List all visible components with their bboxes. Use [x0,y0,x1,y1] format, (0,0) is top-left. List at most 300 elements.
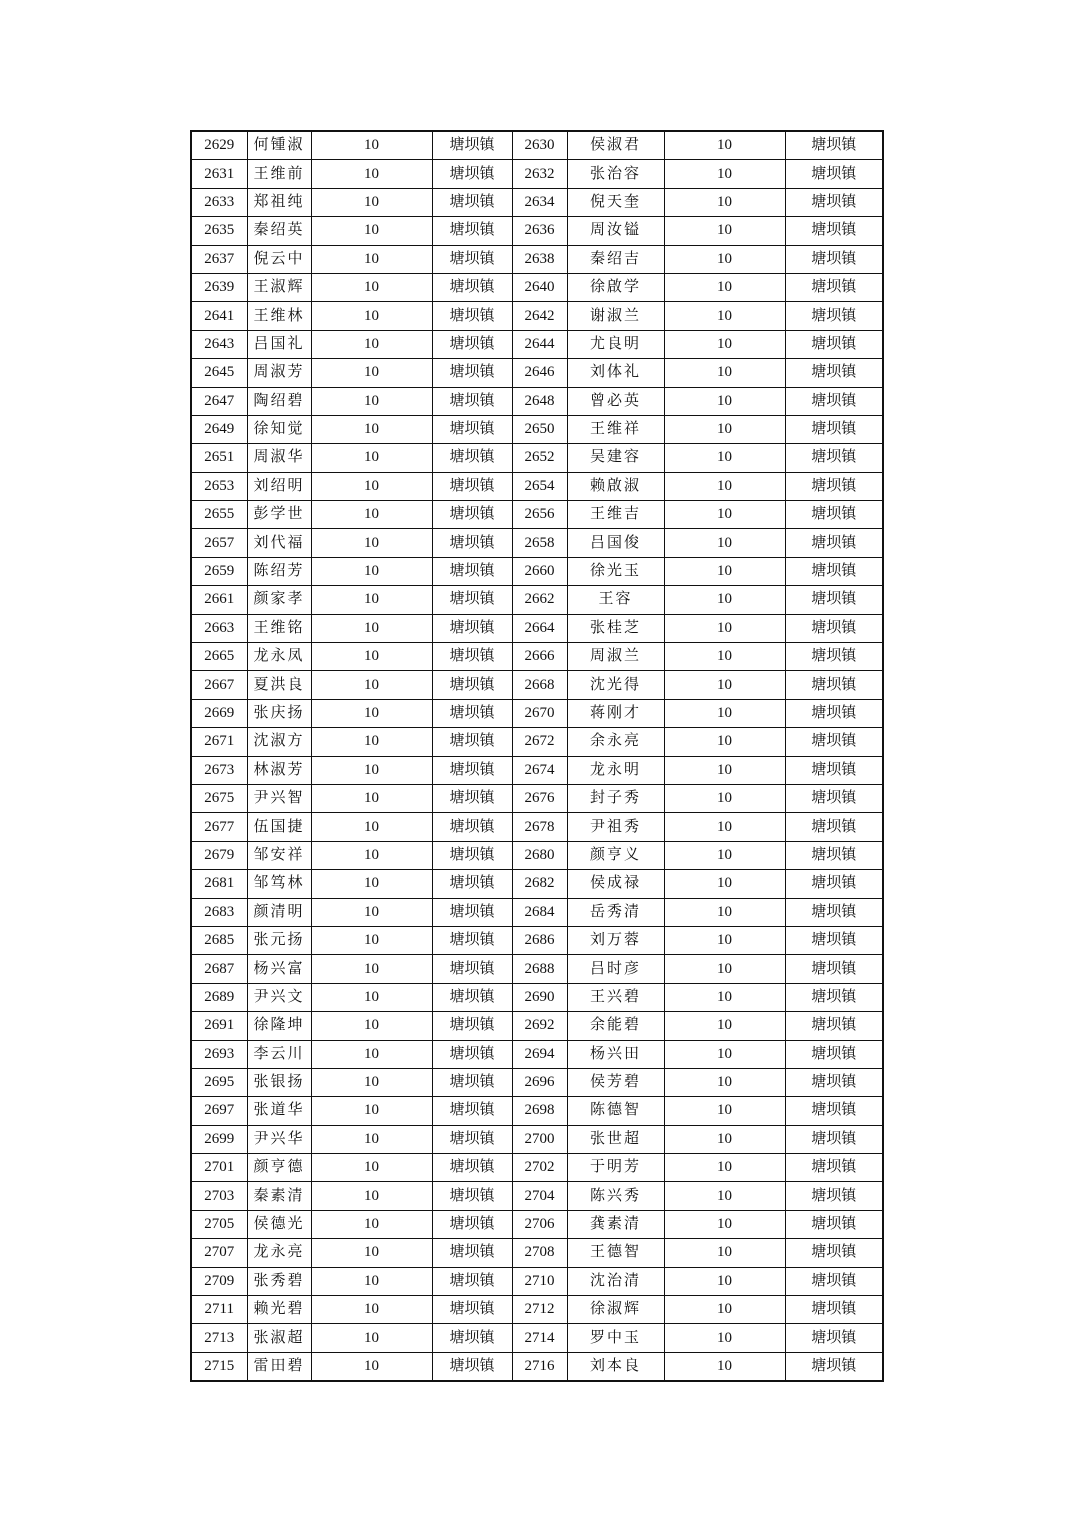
left-town-cell: 塘坝镇 [432,1324,512,1352]
right-name-cell: 刘本良 [567,1352,664,1381]
left-amount-cell: 10 [311,217,432,245]
left-name-cell: 张淑超 [247,1324,311,1352]
right-town-cell: 塘坝镇 [785,756,883,784]
left-id-cell: 2667 [191,671,247,699]
left-town-cell: 塘坝镇 [432,1352,512,1381]
left-name-cell: 王维前 [247,160,311,188]
right-amount-cell: 10 [664,1040,785,1068]
right-town-cell: 塘坝镇 [785,841,883,869]
left-amount-cell: 10 [311,1352,432,1381]
left-amount-cell: 10 [311,728,432,756]
right-town-cell: 塘坝镇 [785,1210,883,1238]
right-amount-cell: 10 [664,529,785,557]
left-amount-cell: 10 [311,1296,432,1324]
left-id-cell: 2711 [191,1296,247,1324]
left-name-cell: 颜亨德 [247,1154,311,1182]
left-amount-cell: 10 [311,870,432,898]
left-amount-cell: 10 [311,444,432,472]
table-row [191,870,883,898]
left-name-cell: 尹兴智 [247,784,311,812]
left-id-cell: 2681 [191,870,247,898]
right-town-cell: 塘坝镇 [785,926,883,954]
left-name-cell: 秦素清 [247,1182,311,1210]
right-amount-cell: 10 [664,1352,785,1381]
left-town-cell: 塘坝镇 [432,813,512,841]
table-row [191,1097,883,1125]
right-id-cell: 2686 [512,926,567,954]
right-amount-cell: 10 [664,160,785,188]
left-id-cell: 2715 [191,1352,247,1381]
left-name-cell: 周淑芳 [247,359,311,387]
right-town-cell: 塘坝镇 [785,1154,883,1182]
left-id-cell: 2709 [191,1267,247,1295]
right-amount-cell: 10 [664,217,785,245]
left-town-cell: 塘坝镇 [432,870,512,898]
right-town-cell: 塘坝镇 [785,955,883,983]
left-name-cell: 彭学世 [247,501,311,529]
table-row [191,643,883,671]
right-name-cell: 刘体礼 [567,359,664,387]
right-amount-cell: 10 [664,870,785,898]
left-name-cell: 刘绍明 [247,472,311,500]
left-id-cell: 2659 [191,557,247,585]
table-row [191,1239,883,1267]
right-amount-cell: 10 [664,586,785,614]
right-town-cell: 塘坝镇 [785,1296,883,1324]
right-id-cell: 2670 [512,699,567,727]
right-amount-cell: 10 [664,1097,785,1125]
right-id-cell: 2682 [512,870,567,898]
table-row [191,472,883,500]
left-town-cell: 塘坝镇 [432,1125,512,1153]
right-amount-cell: 10 [664,756,785,784]
left-amount-cell: 10 [311,955,432,983]
right-town-cell: 塘坝镇 [785,728,883,756]
left-amount-cell: 10 [311,160,432,188]
right-name-cell: 秦绍吉 [567,245,664,273]
right-id-cell: 2710 [512,1267,567,1295]
table-row [191,671,883,699]
left-id-cell: 2631 [191,160,247,188]
right-amount-cell: 10 [664,784,785,812]
left-town-cell: 塘坝镇 [432,643,512,671]
left-id-cell: 2699 [191,1125,247,1153]
left-name-cell: 赖光碧 [247,1296,311,1324]
left-town-cell: 塘坝镇 [432,1210,512,1238]
left-amount-cell: 10 [311,472,432,500]
left-name-cell: 倪云中 [247,245,311,273]
table-row [191,1154,883,1182]
left-id-cell: 2675 [191,784,247,812]
right-id-cell: 2716 [512,1352,567,1381]
left-id-cell: 2655 [191,501,247,529]
left-id-cell: 2713 [191,1324,247,1352]
right-amount-cell: 10 [664,472,785,500]
left-name-cell: 侯德光 [247,1210,311,1238]
right-id-cell: 2668 [512,671,567,699]
left-id-cell: 2677 [191,813,247,841]
right-amount-cell: 10 [664,188,785,216]
table-row [191,302,883,330]
right-town-cell: 塘坝镇 [785,898,883,926]
left-amount-cell: 10 [311,1040,432,1068]
table-row [191,217,883,245]
table-row [191,273,883,301]
right-id-cell: 2674 [512,756,567,784]
left-town-cell: 塘坝镇 [432,472,512,500]
left-id-cell: 2695 [191,1068,247,1096]
right-town-cell: 塘坝镇 [785,302,883,330]
right-id-cell: 2702 [512,1154,567,1182]
left-name-cell: 伍国捷 [247,813,311,841]
right-name-cell: 吴建容 [567,444,664,472]
table-row [191,359,883,387]
roster-table [190,130,884,1382]
left-amount-cell: 10 [311,671,432,699]
left-town-cell: 塘坝镇 [432,1097,512,1125]
right-name-cell: 陈德智 [567,1097,664,1125]
right-id-cell: 2684 [512,898,567,926]
right-id-cell: 2658 [512,529,567,557]
right-name-cell: 王维祥 [567,415,664,443]
right-id-cell: 2636 [512,217,567,245]
left-amount-cell: 10 [311,1012,432,1040]
right-name-cell: 赖啟淑 [567,472,664,500]
right-amount-cell: 10 [664,501,785,529]
left-amount-cell: 10 [311,501,432,529]
left-id-cell: 2639 [191,273,247,301]
left-name-cell: 刘代福 [247,529,311,557]
right-amount-cell: 10 [664,273,785,301]
right-name-cell: 张桂芝 [567,614,664,642]
table-row [191,245,883,273]
table-row [191,1210,883,1238]
left-name-cell: 夏洪良 [247,671,311,699]
left-town-cell: 塘坝镇 [432,955,512,983]
right-id-cell: 2688 [512,955,567,983]
right-name-cell: 倪天奎 [567,188,664,216]
right-id-cell: 2704 [512,1182,567,1210]
left-id-cell: 2637 [191,245,247,273]
right-amount-cell: 10 [664,245,785,273]
right-town-cell: 塘坝镇 [785,1267,883,1295]
left-id-cell: 2683 [191,898,247,926]
right-name-cell: 徐光玉 [567,557,664,585]
right-amount-cell: 10 [664,1210,785,1238]
left-id-cell: 2701 [191,1154,247,1182]
left-town-cell: 塘坝镇 [432,983,512,1011]
right-id-cell: 2650 [512,415,567,443]
right-id-cell: 2644 [512,330,567,358]
left-name-cell: 张庆扬 [247,699,311,727]
right-name-cell: 于明芳 [567,1154,664,1182]
right-amount-cell: 10 [664,728,785,756]
left-id-cell: 2707 [191,1239,247,1267]
table-row [191,1068,883,1096]
left-name-cell: 王维铭 [247,614,311,642]
right-amount-cell: 10 [664,841,785,869]
left-id-cell: 2663 [191,614,247,642]
left-town-cell: 塘坝镇 [432,1267,512,1295]
left-amount-cell: 10 [311,415,432,443]
right-town-cell: 塘坝镇 [785,671,883,699]
right-amount-cell: 10 [664,444,785,472]
right-name-cell: 谢淑兰 [567,302,664,330]
right-name-cell: 徐啟学 [567,273,664,301]
left-name-cell: 雷田碧 [247,1352,311,1381]
table-row [191,131,883,160]
left-town-cell: 塘坝镇 [432,131,512,160]
right-amount-cell: 10 [664,557,785,585]
left-name-cell: 张道华 [247,1097,311,1125]
right-id-cell: 2698 [512,1097,567,1125]
left-town-cell: 塘坝镇 [432,160,512,188]
right-name-cell: 侯淑君 [567,131,664,160]
left-name-cell: 林淑芳 [247,756,311,784]
right-amount-cell: 10 [664,387,785,415]
right-town-cell: 塘坝镇 [785,784,883,812]
left-id-cell: 2697 [191,1097,247,1125]
left-town-cell: 塘坝镇 [432,444,512,472]
right-id-cell: 2630 [512,131,567,160]
left-amount-cell: 10 [311,330,432,358]
left-name-cell: 杨兴富 [247,955,311,983]
left-amount-cell: 10 [311,359,432,387]
left-amount-cell: 10 [311,1210,432,1238]
table-row [191,784,883,812]
roster-table-body [191,131,883,1381]
left-amount-cell: 10 [311,1125,432,1153]
table-row [191,983,883,1011]
left-name-cell: 沈淑方 [247,728,311,756]
right-amount-cell: 10 [664,1239,785,1267]
left-id-cell: 2651 [191,444,247,472]
right-id-cell: 2690 [512,983,567,1011]
left-name-cell: 尹兴文 [247,983,311,1011]
left-id-cell: 2693 [191,1040,247,1068]
right-town-cell: 塘坝镇 [785,472,883,500]
right-id-cell: 2646 [512,359,567,387]
table-row [191,756,883,784]
left-town-cell: 塘坝镇 [432,529,512,557]
left-name-cell: 陶绍碧 [247,387,311,415]
roster-document [190,130,882,1382]
left-amount-cell: 10 [311,1154,432,1182]
table-row [191,1296,883,1324]
left-town-cell: 塘坝镇 [432,671,512,699]
right-name-cell: 王德智 [567,1239,664,1267]
left-id-cell: 2705 [191,1210,247,1238]
left-name-cell: 郑祖纯 [247,188,311,216]
table-row [191,1182,883,1210]
right-amount-cell: 10 [664,415,785,443]
right-id-cell: 2666 [512,643,567,671]
right-town-cell: 塘坝镇 [785,1239,883,1267]
right-name-cell: 尹祖秀 [567,813,664,841]
left-name-cell: 徐知觉 [247,415,311,443]
left-town-cell: 塘坝镇 [432,756,512,784]
right-name-cell: 王兴碧 [567,983,664,1011]
right-name-cell: 封子秀 [567,784,664,812]
right-amount-cell: 10 [664,813,785,841]
left-amount-cell: 10 [311,557,432,585]
left-amount-cell: 10 [311,1097,432,1125]
left-amount-cell: 10 [311,131,432,160]
right-amount-cell: 10 [664,699,785,727]
right-id-cell: 2700 [512,1125,567,1153]
right-name-cell: 龙永明 [567,756,664,784]
right-town-cell: 塘坝镇 [785,330,883,358]
table-row [191,955,883,983]
left-town-cell: 塘坝镇 [432,841,512,869]
table-row [191,1267,883,1295]
left-id-cell: 2689 [191,983,247,1011]
left-name-cell: 何锺淑 [247,131,311,160]
left-town-cell: 塘坝镇 [432,784,512,812]
left-name-cell: 尹兴华 [247,1125,311,1153]
left-name-cell: 龙永亮 [247,1239,311,1267]
right-name-cell: 侯成禄 [567,870,664,898]
table-row [191,415,883,443]
left-amount-cell: 10 [311,784,432,812]
right-town-cell: 塘坝镇 [785,586,883,614]
right-town-cell: 塘坝镇 [785,1040,883,1068]
right-amount-cell: 10 [664,1068,785,1096]
left-amount-cell: 10 [311,245,432,273]
right-name-cell: 王容 [567,586,664,614]
left-id-cell: 2665 [191,643,247,671]
right-amount-cell: 10 [664,1012,785,1040]
right-name-cell: 张世超 [567,1125,664,1153]
left-amount-cell: 10 [311,586,432,614]
left-town-cell: 塘坝镇 [432,728,512,756]
table-row [191,444,883,472]
left-town-cell: 塘坝镇 [432,245,512,273]
left-id-cell: 2691 [191,1012,247,1040]
left-id-cell: 2643 [191,330,247,358]
left-amount-cell: 10 [311,273,432,301]
left-amount-cell: 10 [311,813,432,841]
right-id-cell: 2708 [512,1239,567,1267]
left-name-cell: 颜清明 [247,898,311,926]
table-row [191,1040,883,1068]
right-amount-cell: 10 [664,1125,785,1153]
left-town-cell: 塘坝镇 [432,217,512,245]
right-amount-cell: 10 [664,643,785,671]
right-name-cell: 尤良明 [567,330,664,358]
table-row [191,1125,883,1153]
right-id-cell: 2706 [512,1210,567,1238]
left-id-cell: 2635 [191,217,247,245]
right-id-cell: 2712 [512,1296,567,1324]
right-town-cell: 塘坝镇 [785,444,883,472]
right-id-cell: 2664 [512,614,567,642]
right-town-cell: 塘坝镇 [785,983,883,1011]
table-row [191,1012,883,1040]
right-town-cell: 塘坝镇 [785,501,883,529]
right-amount-cell: 10 [664,330,785,358]
left-id-cell: 2687 [191,955,247,983]
right-amount-cell: 10 [664,1324,785,1352]
right-id-cell: 2696 [512,1068,567,1096]
table-row [191,1324,883,1352]
table-row [191,330,883,358]
table-row [191,529,883,557]
right-id-cell: 2632 [512,160,567,188]
left-amount-cell: 10 [311,1324,432,1352]
left-amount-cell: 10 [311,188,432,216]
table-row [191,387,883,415]
right-name-cell: 陈兴秀 [567,1182,664,1210]
right-town-cell: 塘坝镇 [785,557,883,585]
left-id-cell: 2703 [191,1182,247,1210]
left-amount-cell: 10 [311,699,432,727]
left-town-cell: 塘坝镇 [432,330,512,358]
table-row [191,898,883,926]
table-row [191,841,883,869]
left-id-cell: 2653 [191,472,247,500]
right-town-cell: 塘坝镇 [785,217,883,245]
left-name-cell: 徐隆坤 [247,1012,311,1040]
right-name-cell: 杨兴田 [567,1040,664,1068]
left-town-cell: 塘坝镇 [432,614,512,642]
table-row [191,1352,883,1381]
right-id-cell: 2676 [512,784,567,812]
left-town-cell: 塘坝镇 [432,273,512,301]
right-town-cell: 塘坝镇 [785,1097,883,1125]
left-name-cell: 张秀碧 [247,1267,311,1295]
left-id-cell: 2645 [191,359,247,387]
left-id-cell: 2671 [191,728,247,756]
right-town-cell: 塘坝镇 [785,387,883,415]
left-amount-cell: 10 [311,1239,432,1267]
right-name-cell: 沈治清 [567,1267,664,1295]
right-town-cell: 塘坝镇 [785,160,883,188]
left-town-cell: 塘坝镇 [432,1012,512,1040]
right-amount-cell: 10 [664,302,785,330]
left-id-cell: 2629 [191,131,247,160]
left-town-cell: 塘坝镇 [432,1296,512,1324]
left-id-cell: 2685 [191,926,247,954]
left-town-cell: 塘坝镇 [432,1154,512,1182]
left-town-cell: 塘坝镇 [432,557,512,585]
left-id-cell: 2657 [191,529,247,557]
right-town-cell: 塘坝镇 [785,699,883,727]
left-town-cell: 塘坝镇 [432,1040,512,1068]
right-amount-cell: 10 [664,1296,785,1324]
left-amount-cell: 10 [311,1182,432,1210]
right-town-cell: 塘坝镇 [785,359,883,387]
left-amount-cell: 10 [311,983,432,1011]
left-name-cell: 秦绍英 [247,217,311,245]
right-id-cell: 2662 [512,586,567,614]
right-amount-cell: 10 [664,955,785,983]
right-amount-cell: 10 [664,1154,785,1182]
left-amount-cell: 10 [311,1267,432,1295]
left-amount-cell: 10 [311,841,432,869]
table-row [191,728,883,756]
table-row [191,699,883,727]
left-town-cell: 塘坝镇 [432,188,512,216]
right-town-cell: 塘坝镇 [785,131,883,160]
left-name-cell: 邹安祥 [247,841,311,869]
right-id-cell: 2656 [512,501,567,529]
left-name-cell: 李云川 [247,1040,311,1068]
right-town-cell: 塘坝镇 [785,1012,883,1040]
left-id-cell: 2673 [191,756,247,784]
left-amount-cell: 10 [311,756,432,784]
right-name-cell: 周淑兰 [567,643,664,671]
